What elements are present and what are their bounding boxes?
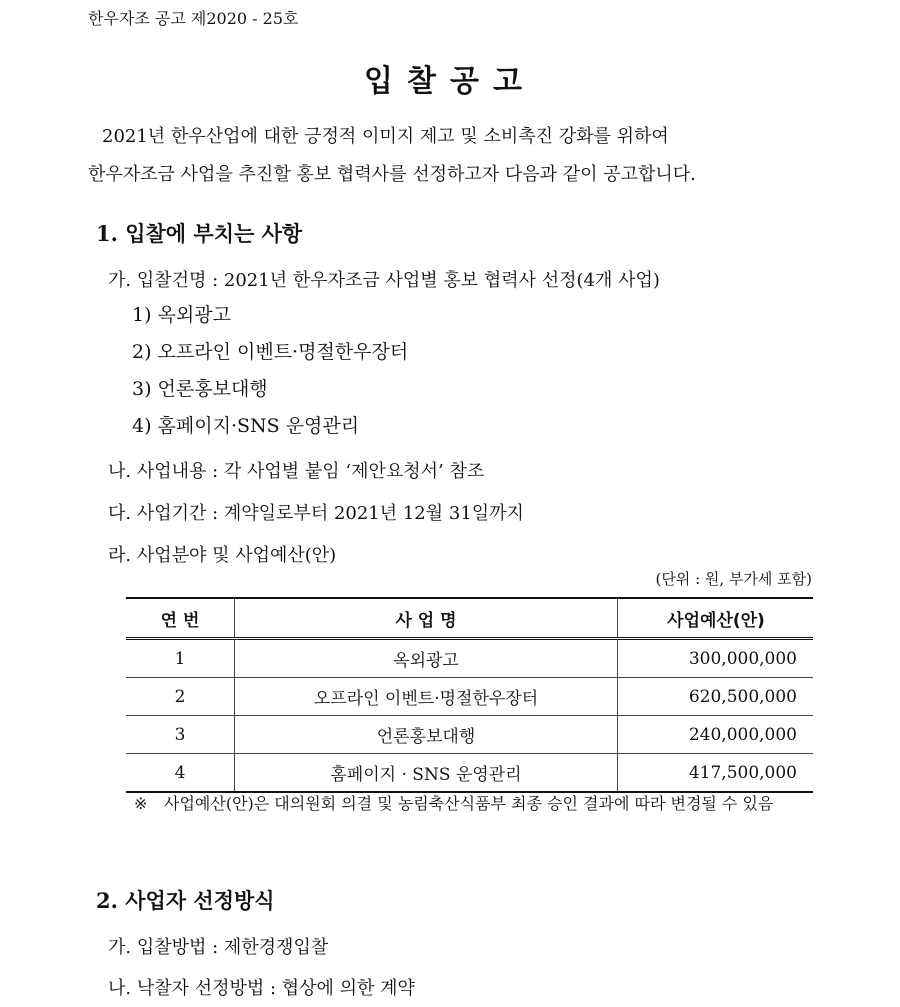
item-bid-name: 가. 입찰건명 : 2021년 한우자조금 사업별 홍보 협력사 선정(4개 사업) — [108, 270, 660, 291]
item-project-period: 다. 사업기간 : 계약일로부터 2021년 12월 31일까지 — [108, 503, 524, 524]
intro-line-1: 2021년 한우산업에 대한 긍정적 이미지 제고 및 소비촉진 강화를 위하여 — [102, 126, 669, 147]
unit-note: (단위 : 원, 부가세 포함) — [655, 570, 812, 588]
document-title: 입찰공고 — [364, 64, 536, 99]
notice-text: 사업예산(안)은 대의원회 의결 및 농림축산식품부 최종 승인 결과에 따라 변경될 수 있음 — [164, 794, 774, 813]
cell-budget: 240,000,000 — [618, 716, 814, 754]
sub-item-outdoor-ads: 1) 옥외광고 — [132, 304, 231, 326]
section-1-heading: 1. 입찰에 부치는 사항 — [96, 221, 303, 246]
sub-item-press-pr: 3) 언론홍보대행 — [132, 378, 268, 400]
cell-name: 오프라인 이벤트·명절한우장터 — [235, 678, 618, 716]
table-row — [126, 716, 813, 754]
table-row — [126, 754, 813, 793]
cell-name: 홈페이지 · SNS 운영관리 — [235, 754, 618, 793]
item-selection-method: 나. 낙찰자 선정방법 : 협상에 의한 계약 — [108, 978, 415, 999]
intro-line-2: 한우자조금 사업을 추진할 홍보 협력사를 선정하고자 다음과 같이 공고합니다. — [88, 164, 696, 185]
sub-item-homepage-sns: 4) 홈페이지·SNS 운영관리 — [132, 415, 360, 437]
cell-budget: 300,000,000 — [618, 639, 814, 678]
section-2-heading: 2. 사업자 선정방식 — [96, 888, 275, 913]
cell-no: 1 — [126, 639, 235, 678]
cell-no: 2 — [126, 678, 235, 716]
cell-budget: 620,500,000 — [618, 678, 814, 716]
item-bid-method: 가. 입찰방법 : 제한경쟁입찰 — [108, 937, 329, 958]
cell-name: 언론홍보대행 — [235, 716, 618, 754]
cell-no: 3 — [126, 716, 235, 754]
table-row — [126, 678, 813, 716]
intro-paragraph — [88, 118, 818, 194]
budget-notice — [134, 788, 814, 820]
budget-table — [126, 597, 813, 793]
cell-name: 옥외광고 — [235, 639, 618, 678]
cell-budget: 417,500,000 — [618, 754, 814, 793]
document-number: 한우자조 공고 제2020 - 25호 — [88, 9, 299, 28]
header-no: 연 번 — [126, 598, 235, 639]
item-project-budget: 라. 사업분야 및 사업예산(안) — [108, 545, 337, 566]
table-row — [126, 639, 813, 678]
header-budget: 사업예산(안) — [618, 598, 814, 639]
sub-item-offline-event: 2) 오프라인 이벤트·명절한우장터 — [132, 341, 409, 363]
header-name: 사 업 명 — [235, 598, 618, 639]
reference-mark: ※ — [134, 794, 148, 813]
item-project-content: 나. 사업내용 : 각 사업별 붙임 ‘제안요청서’ 참조 — [108, 461, 485, 482]
table-header-row — [126, 598, 813, 639]
cell-no: 4 — [126, 754, 235, 793]
